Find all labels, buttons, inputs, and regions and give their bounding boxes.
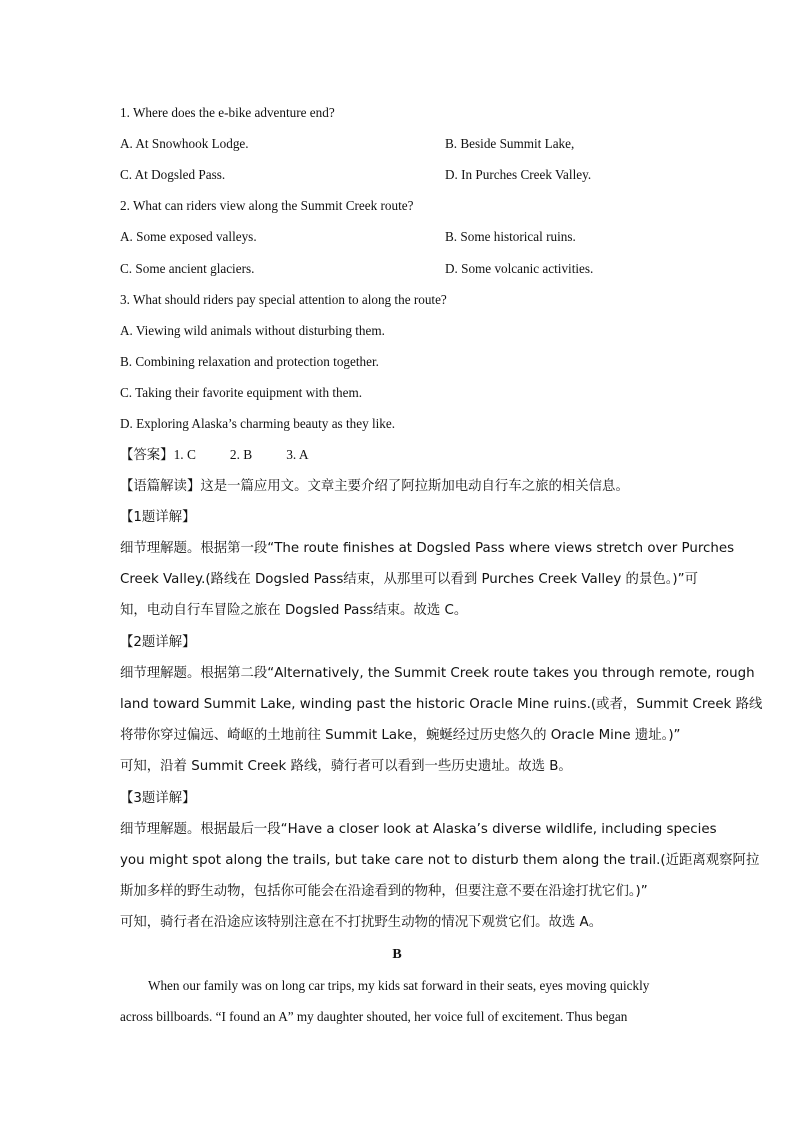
explanation-3-line-2: you might spot along the trails, but take care not to disturb them along the trail.(近距离观察阿拉 (120, 853, 760, 868)
section-b-title: B (392, 947, 402, 962)
explanation-3-line-1: 细节理解题。根据最后一段“Have a closer look at Alaska’s diverse wildlife, including species (120, 822, 717, 837)
question-3-option-c: C. Taking their favorite equipment with them. (120, 385, 363, 400)
question-3-option-b: B. Combining relaxation and protection together. (120, 354, 379, 369)
question-2-option-d: D. Some volcanic activities. (445, 261, 594, 276)
explanation-2-line-1: 细节理解题。根据第二段“Alternatively, the Summit Creek route takes you through remote, rough (120, 666, 755, 681)
explanation-3-line-4: 可知，骑行者在沿途应该特别注意在不打扰野生动物的情况下观赏它们。故选 A。 (120, 915, 603, 930)
summary-label: 【语篇解读】 (120, 479, 201, 494)
answer-item-3: 3. A (286, 447, 309, 462)
explanation-1-heading: 【1题详解】 (120, 510, 196, 525)
question-3-option-d: D. Exploring Alaska’s charming beauty as they like. (120, 416, 396, 431)
question-1-option-d: D. In Purches Creek Valley. (445, 167, 592, 182)
question-2-option-b: B. Some historical ruins. (445, 229, 576, 244)
question-2-stem: 2. What can riders view along the Summit Creek route? (120, 198, 414, 213)
summary-line (120, 478, 629, 496)
answer-item-1: 1. C (173, 447, 196, 462)
explanation-1-line-2: Creek Valley.(路线在 Dogsled Pass结束，从那里可以看到 Purches Creek Valley 的景色。)”可 (120, 572, 698, 587)
answer-item-2: 2. B (229, 447, 253, 462)
question-2-option-a: A. Some exposed valleys. (120, 229, 257, 244)
explanation-1-line-1: 细节理解题。根据第一段“The route finishes at Dogsled Pass where views stretch over Purches (120, 541, 735, 556)
summary-text: 这是一篇应用文。文章主要介绍了阿拉斯加电动自行车之旅的相关信息。 (200, 479, 629, 494)
question-3-option-a: A. Viewing wild animals without disturbing them. (120, 323, 385, 338)
question-1-option-a: A. At Snowhook Lodge. (120, 136, 249, 151)
section-b-line-2: across billboards. “I found an A” my daughter shouted, her voice full of excitement. Thus began (120, 1009, 628, 1024)
answer-line (120, 446, 309, 465)
question-3-stem: 3. What should riders pay special attention to along the route? (120, 292, 447, 307)
question-1-stem: 1. Where does the e-bike adventure end? (120, 105, 335, 120)
answer-label: 【答案】 (120, 448, 174, 463)
explanation-2-line-4: 可知，沿着 Summit Creek 路线，骑行者可以看到一些历史遗址。故选 B。 (120, 759, 572, 774)
section-b-line-1: When our family was on long car trips, my kids sat forward in their seats, eyes moving quickly (148, 978, 650, 993)
question-1-option-b: B. Beside Summit Lake, (445, 136, 575, 151)
explanation-2-heading: 【2题详解】 (120, 635, 196, 650)
question-2-option-c: C. Some ancient glaciers. (120, 261, 255, 276)
explanation-1-line-3: 知，电动自行车冒险之旅在 Dogsled Pass结束。故选 C。 (120, 603, 468, 618)
question-1-option-c: C. At Dogsled Pass. (120, 167, 226, 182)
explanation-2-line-2: land toward Summit Lake, winding past the historic Oracle Mine ruins.(或者，Summit Creek 路线 (120, 697, 763, 712)
explanation-3-line-3: 斯加多样的野生动物，包括你可能会在沿途看到的物种，但要注意不要在沿途打扰它们。)” (120, 884, 648, 899)
explanation-3-heading: 【3题详解】 (120, 791, 196, 806)
explanation-2-line-3: 将带你穿过偏远、崎岖的土地前往 Summit Lake，蜿蜒经过历史悠久的 Oracle Mine 遗址。)” (120, 728, 681, 743)
